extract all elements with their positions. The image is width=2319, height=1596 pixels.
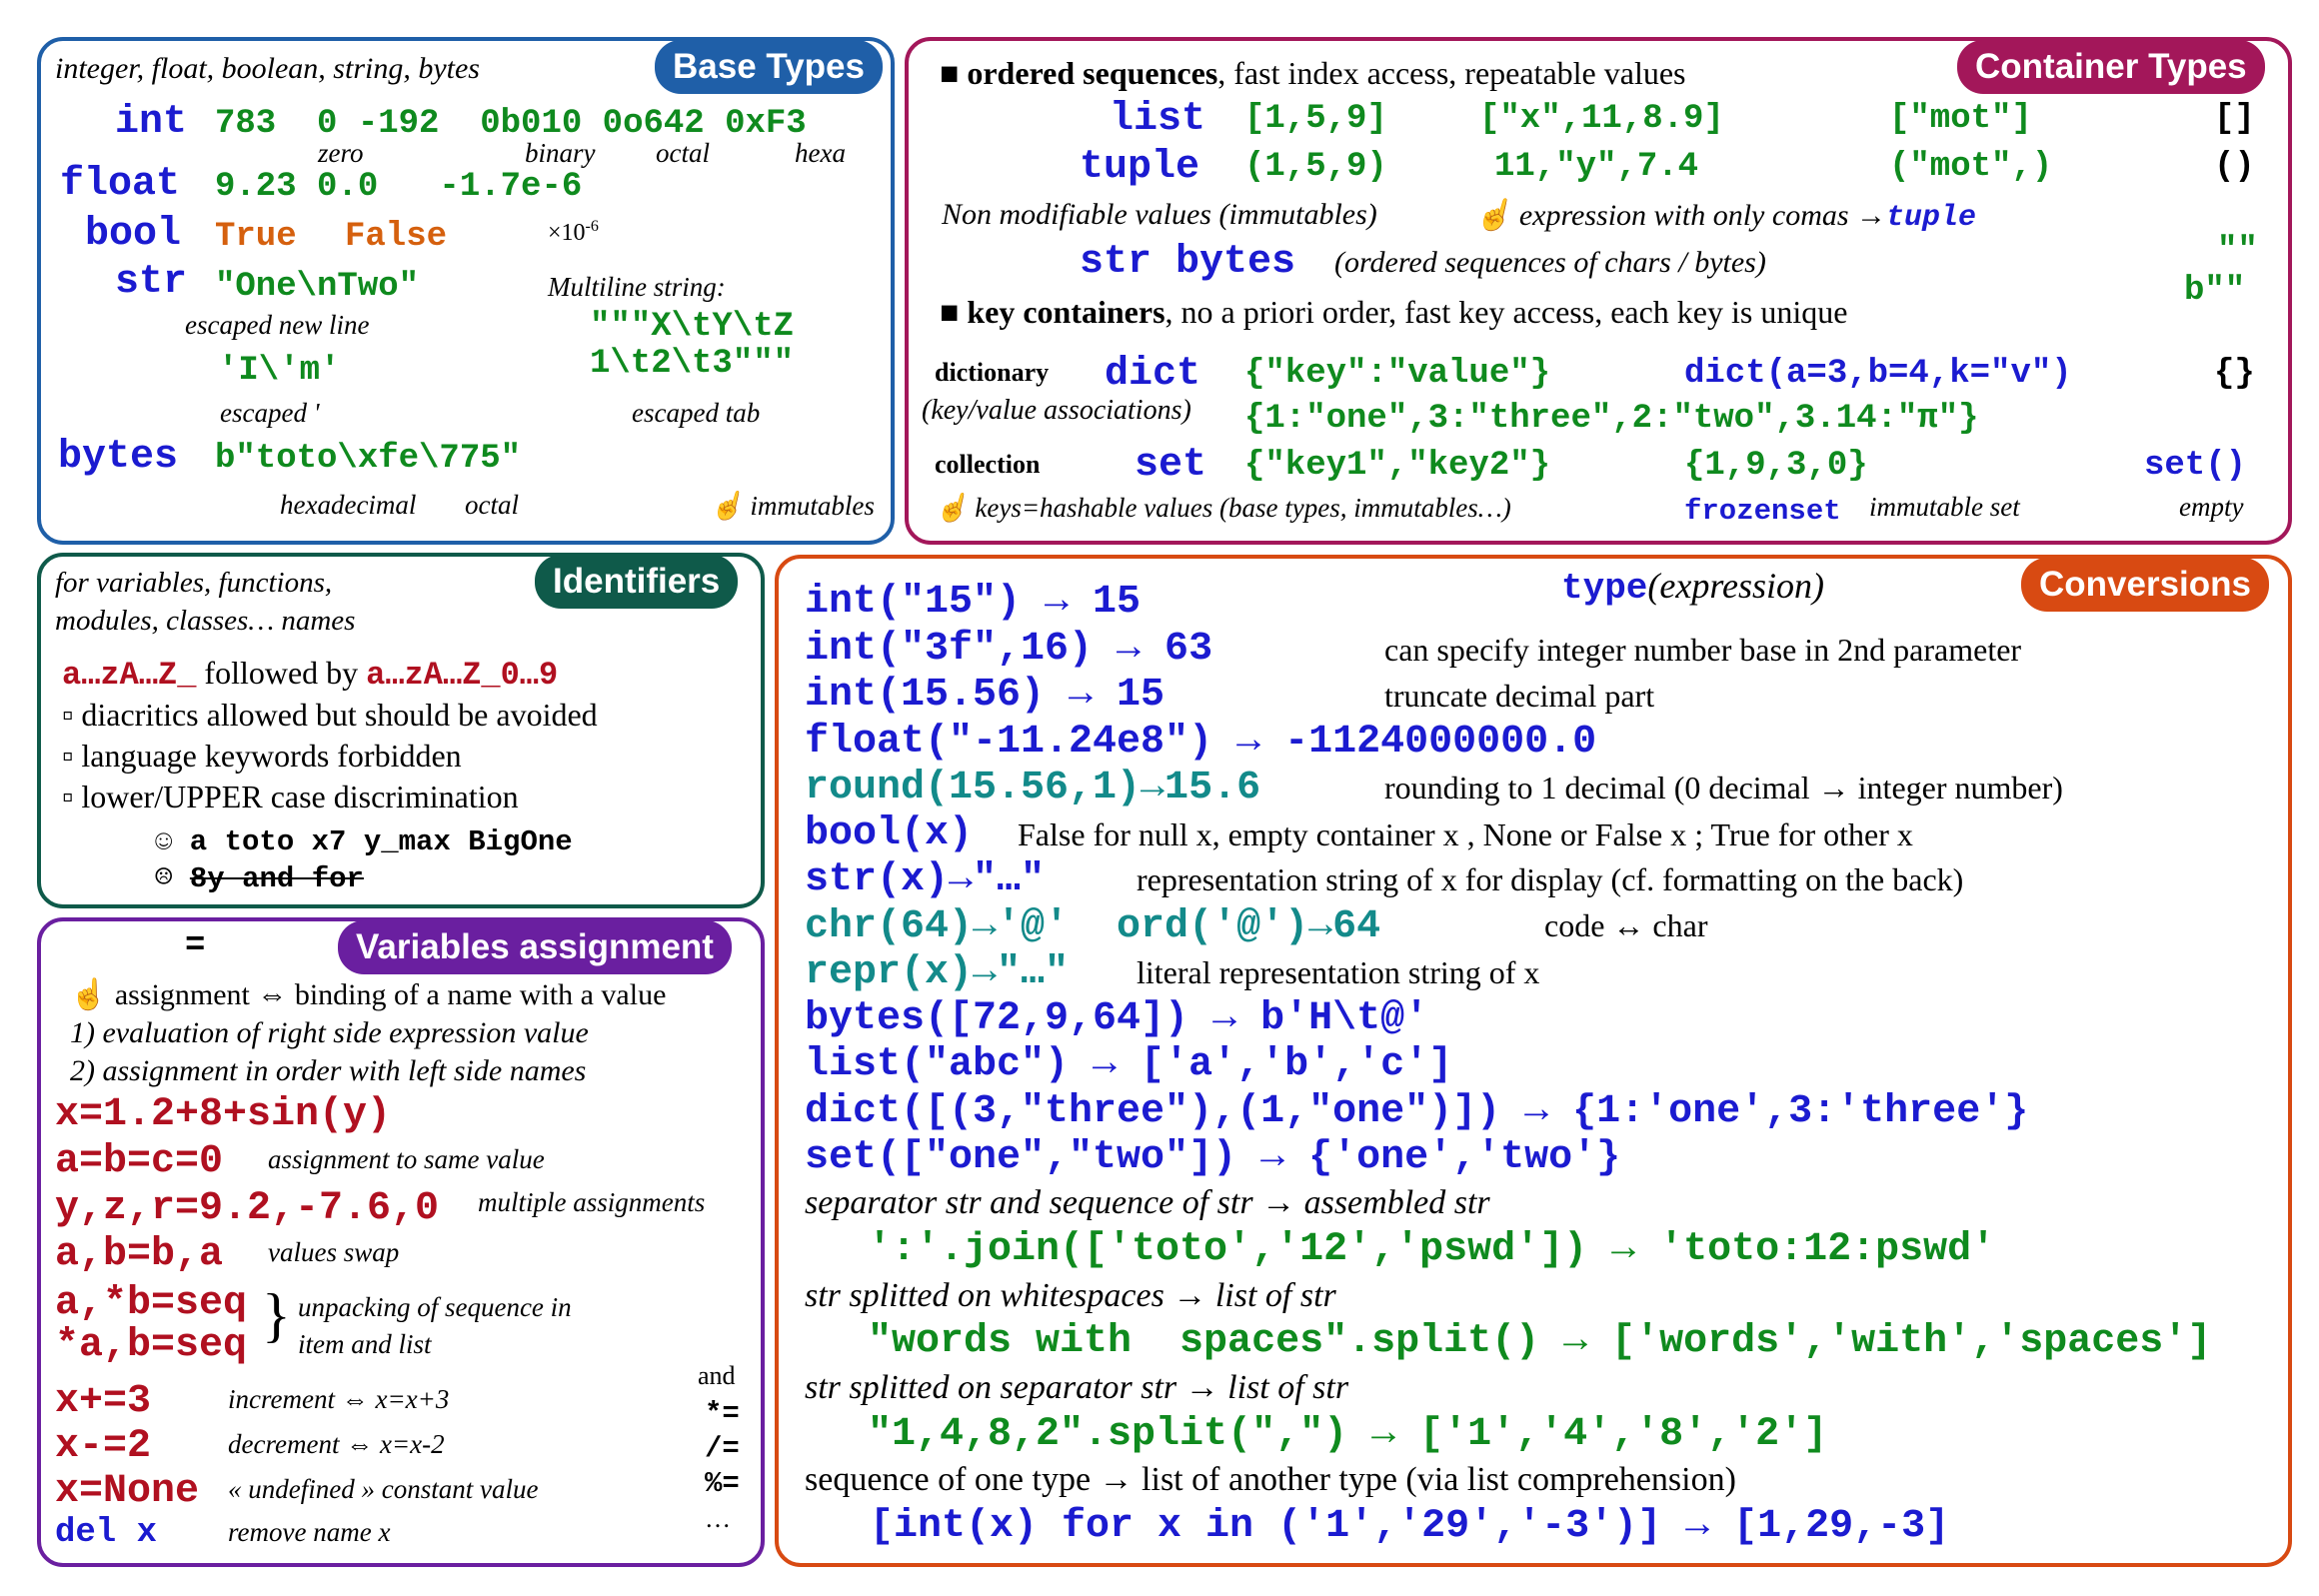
conv-note-5: rounding to 1 decimal (0 decimal → integer number) [1384, 770, 2063, 805]
assign-equals: = [185, 927, 206, 965]
conv-row-19: "1,4,8,2".split(",") → ['1','4','8','2'] [868, 1412, 1828, 1457]
identifiers-tag: Identifiers [535, 555, 738, 609]
dict-example-2: dict(a=3,b=4,k="v") [1684, 355, 2072, 393]
conv-row-18: str splitted on separator str → list of str [805, 1369, 1349, 1406]
tuple-keyword: tuple [1080, 145, 1200, 190]
list-example-1: [1,5,9] [1244, 100, 1387, 138]
immutables-note: ☝ immutables [710, 491, 875, 521]
tuple-example-3: ("mot",) [1889, 148, 2053, 186]
identifier-rule: a…zA…Z_ followed by a…zA…Z_0…9 [62, 655, 559, 694]
list-example-3: ["mot"] [1889, 100, 2032, 138]
conv-row-7: str(x)→"…" [805, 857, 1046, 902]
base-types-tag: Base Types [655, 40, 883, 94]
conv-note-6: False for null x, empty container x , None or False x ; True for other x [1018, 816, 1913, 852]
multiline-note: Multiline string: [548, 272, 726, 302]
binary-note: binary [525, 138, 596, 168]
conv-row-16: str splitted on whitespaces → list of str [805, 1277, 1336, 1314]
conv-note-3: truncate decimal part [1384, 678, 1655, 714]
dictionary-label: dictionary [935, 358, 1050, 387]
assign-code-2: a=b=c=0 [55, 1139, 224, 1184]
str-value: "One\nTwo" [215, 268, 420, 306]
bytes-value: b"toto\xfe\775" [215, 440, 522, 478]
list-empty: [] [2214, 100, 2255, 138]
float-values: 9.23 0.0 -1.7e-6 [215, 168, 583, 206]
conversions-tag: Conversions [2021, 558, 2269, 612]
conv-row-12: dict([(3,"three"),(1,"one")]) → {1:'one',3:'three'} [805, 1089, 2029, 1134]
octal-note-2: octal [465, 490, 519, 520]
conv-row-15: ':'.join(['toto','12','pswd']) → 'toto:12:pswd' [868, 1227, 1996, 1272]
tuple-example-1: (1,5,9) [1244, 148, 1387, 186]
assign-note-4: values swap [268, 1237, 400, 1267]
assign-code-8: x-=2 [55, 1424, 152, 1469]
assign-note-2: assignment to same value [268, 1144, 545, 1174]
conv-row-1: int("15") → 15 [805, 580, 1142, 625]
assign-code-10: del x [55, 1514, 158, 1552]
type-expression: type(expression) [1561, 566, 1825, 609]
ordered-sequences-line: ■ ordered sequences, fast index access, repeatable values [940, 55, 1686, 91]
bool-keyword: bool [85, 212, 182, 257]
assign-note-3: multiple assignments [478, 1187, 706, 1217]
expression-comas-note: ☝ expression with only comas →tuple [1474, 199, 1977, 235]
escaped-tab-note: escaped tab [632, 398, 761, 428]
escaped-newline-note: escaped new line [185, 310, 370, 340]
assign-code-1: x=1.2+8+sin(y) [55, 1092, 392, 1137]
conv-note-8: code ↔ char [1544, 907, 1708, 943]
conv-row-10: bytes([72,9,64]) → b'H\t@' [805, 996, 1429, 1041]
set-empty: set() [2144, 447, 2247, 485]
conv-note-7: representation string of x for display (cf. formatting on the back) [1137, 861, 1964, 897]
non-modifiable-note: Non modifiable values (immutables) [942, 198, 1377, 231]
int-keyword: int [115, 100, 188, 145]
op-4: … [705, 1504, 731, 1533]
collection-label: collection [935, 450, 1041, 479]
assign-note-10: remove name x [228, 1517, 391, 1547]
escaped-quote-note: escaped ' [220, 398, 320, 428]
op-1: *= [705, 1397, 740, 1430]
dict-example-1: {"key":"value"} [1244, 355, 1551, 393]
bullet-keywords: ▫ language keywords forbidden [62, 738, 462, 774]
conv-row-13: set(["one","two"]) → {'one','two'} [805, 1135, 1621, 1180]
list-keyword: list [1110, 97, 1206, 142]
unpack-brace: } [262, 1282, 291, 1348]
conv-row-14: separator str and sequence of str → assembled str [805, 1184, 1490, 1221]
octal-note: octal [656, 138, 710, 168]
identifiers-intro-1: for variables, functions, [55, 567, 333, 599]
assign-code-5: a,*b=seq [55, 1281, 248, 1326]
assign-line-3: 2) assignment in order with left side names [70, 1054, 587, 1087]
bullet-diacritics: ▫ diacritics allowed but should be avoided [62, 697, 598, 733]
assign-line-2: 1) evaluation of right side expression value [70, 1016, 589, 1049]
str-empty: "" [2217, 232, 2258, 270]
assign-line-1: ☝ assignment ⇔ binding of a name with a value [70, 978, 667, 1011]
assignment-tag: Variables assignment [338, 920, 732, 974]
container-types-tag: Container Types [1957, 40, 2265, 94]
assign-code-9: x=None [55, 1469, 200, 1514]
conv-note-9: literal representation string of x [1137, 954, 1540, 990]
assign-code-3: y,z,r=9.2,-7.6,0 [55, 1186, 440, 1231]
set-example-2: {1,9,3,0} [1684, 447, 1868, 485]
conv-row-2: int("3f",16) → 63 [805, 627, 1213, 672]
assign-code-4: a,b=b,a [55, 1232, 224, 1277]
assign-code-7: x+=3 [55, 1379, 152, 1424]
escaped-quote-example: 'I\'m' [218, 352, 341, 390]
conv-row-6: bool(x) [805, 811, 974, 856]
assign-note-5a: unpacking of sequence in [298, 1292, 572, 1322]
good-identifiers: ☺ a toto x7 y_max BigOne [155, 825, 573, 858]
assign-code-6: *a,b=seq [55, 1323, 248, 1368]
set-keyword: set [1135, 443, 1207, 488]
assign-note-8: decrement ⇔ x=x-2 [228, 1429, 445, 1459]
dict-example-3: {1:"one",3:"three",2:"two",3.14:"π"} [1244, 400, 1979, 438]
conv-row-4: float("-11.24e8") → -1124000000.0 [805, 720, 1597, 765]
tuple-empty: () [2214, 148, 2255, 186]
conv-row-20: sequence of one type → list of another type (via list comprehension) [805, 1461, 1736, 1498]
bytes-empty: b"" [2184, 272, 2246, 310]
conv-note-2: can specify integer number base in 2nd parameter [1384, 632, 2022, 668]
false-value: False [345, 218, 448, 256]
conv-row-11: list("abc") → ['a','b','c'] [805, 1042, 1453, 1087]
int-values: 783 0 -192 0b010 0o642 0xF3 [215, 105, 807, 143]
bullet-case: ▫ lower/UPPER case discrimination [62, 779, 519, 814]
str-bytes-keywords: str bytes [1080, 240, 1296, 285]
and-label: and [698, 1361, 736, 1390]
zero-note: zero [318, 138, 364, 168]
conv-row-3: int(15.56) → 15 [805, 673, 1165, 718]
conv-row-5: round(15.56,1)→15.6 [805, 766, 1261, 810]
conv-row-21: [int(x) for x in ('1','29','-3')] → [1,29,-3] [870, 1504, 1950, 1549]
conv-row-9: repr(x)→"…" [805, 950, 1070, 995]
str-keyword: str [115, 260, 188, 305]
set-example-1: {"key1","key2"} [1244, 447, 1551, 485]
assign-note-9: « undefined » constant value [228, 1474, 539, 1504]
bad-identifiers: ☹ 8y and for [155, 862, 364, 895]
assign-note-5b: item and list [298, 1329, 432, 1359]
kv-assoc-note: (key/value associations) [922, 395, 1191, 426]
assign-note-7: increment ⇔ x=x+3 [228, 1384, 450, 1414]
str-bytes-note: (ordered sequences of chars / bytes) [1334, 246, 1766, 279]
op-2: /= [705, 1432, 740, 1465]
conv-row-8: chr(64)→'@' ord('@')→64 [805, 904, 1381, 949]
keys-hashable-note: ☝ keys=hashable values (base types, immutables…) [935, 493, 1511, 523]
multiline-line2: 1\t2\t3""" [590, 345, 795, 383]
dict-empty: {} [2214, 355, 2255, 393]
tuple-example-2: 11,"y",7.4 [1494, 148, 1699, 186]
frozenset-keyword: frozenset [1684, 495, 1841, 528]
empty-note: empty [2179, 492, 2244, 522]
dict-keyword: dict [1105, 352, 1201, 397]
key-containers-line: ■ key containers, no a priori order, fast key access, each key is unique [940, 294, 1848, 330]
true-value: True [215, 218, 297, 256]
multiline-line1: """X\tY\tZ [590, 308, 795, 346]
op-3: %= [705, 1467, 740, 1500]
hexa-note: hexa [795, 138, 846, 168]
list-example-2: ["x",11,8.9] [1479, 100, 1724, 138]
base-intro: integer, float, boolean, string, bytes [55, 52, 480, 85]
hexadecimal-note: hexadecimal [280, 490, 417, 520]
x10-note: $\times 10^{-6}$ [548, 218, 599, 246]
conv-row-17: "words with spaces".split() → ['words','with','spaces'] [868, 1319, 2212, 1364]
float-keyword: float [60, 162, 181, 207]
bytes-keyword: bytes [58, 435, 179, 480]
frozenset-note: immutable set [1869, 492, 2020, 522]
identifiers-intro-2: modules, classes… names [55, 605, 356, 637]
